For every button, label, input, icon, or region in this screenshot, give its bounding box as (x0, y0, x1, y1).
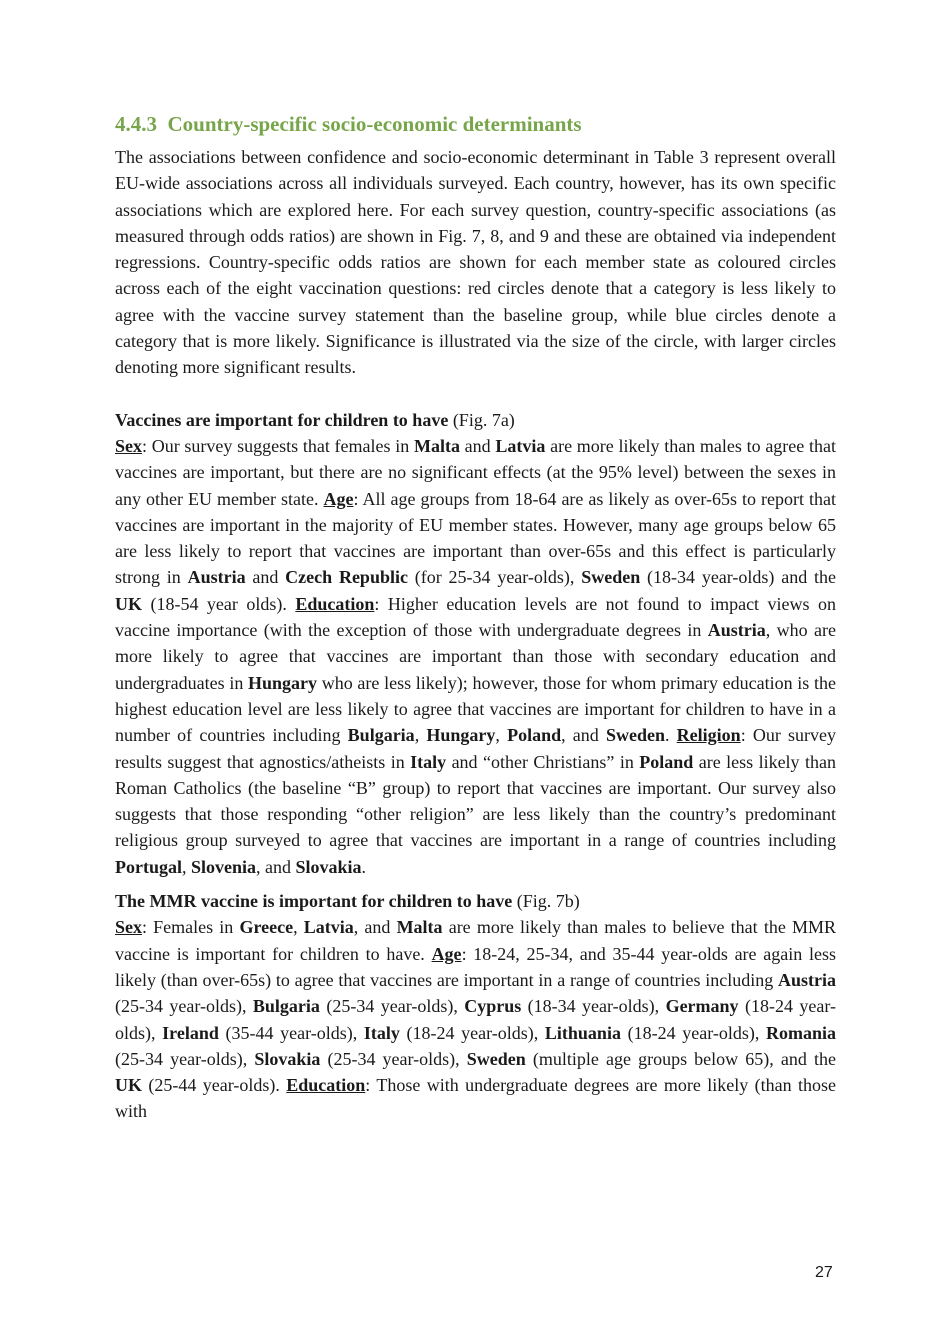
country: Portugal (115, 856, 182, 877)
text: (18-54 year olds). (142, 593, 296, 614)
text: , (495, 725, 508, 746)
country: Czech Republic (285, 567, 408, 588)
text: are more likely than males to believe that the MMR vaccine is important for children to have. (115, 917, 836, 964)
document-body (115, 110, 836, 1125)
q1-paragraph (115, 433, 836, 880)
text: (18-34 year-olds) and the (640, 567, 836, 588)
q1-sex-label: Sex (115, 435, 142, 456)
page-number: 27 (815, 1264, 833, 1281)
q2-age-label: Age (431, 943, 462, 964)
text: (18-34 year-olds), (521, 996, 666, 1017)
country: Ireland (162, 1022, 219, 1043)
text: are less likely than Roman Catholics (the baseline “B” group) to report that vaccines are important. Our survey also suggests that those responding “other religion” are less likely than the country’s predominant religious group surveyed to agree that vaccines are important in a range of countries including (115, 751, 836, 851)
text: : Those with undergraduate degrees are more likely (than those with (115, 1075, 836, 1122)
country: Slovenia (191, 856, 257, 877)
text: , who are more likely to agree that vaccines are important than those with secondary education and undergraduates in (115, 620, 836, 693)
text: , (182, 856, 191, 877)
country: Hungary (426, 725, 496, 746)
text: (25-34 year-olds), (320, 1048, 467, 1069)
country: Austria (187, 567, 246, 588)
q1-fig-ref: (Fig. 7a) (448, 409, 515, 430)
q2-paragraph (115, 914, 836, 1124)
text: (25-34 year-olds), (115, 996, 253, 1017)
country: Sweden (605, 725, 665, 746)
text: (for 25-34 year-olds), (407, 567, 582, 588)
country: Sweden (466, 1048, 526, 1069)
q1-heading-line (115, 407, 836, 433)
text: . (361, 856, 367, 877)
text: (25-44 year-olds). (142, 1075, 287, 1096)
text: (25-34 year-olds), (319, 996, 465, 1017)
country: Lithuania (544, 1022, 621, 1043)
country: UK (115, 1075, 142, 1096)
text: and (245, 567, 286, 588)
country: Poland (507, 725, 562, 746)
q2-education-label: Education (286, 1075, 366, 1096)
text: : Our survey results suggest that agnostics/atheists in (115, 725, 837, 772)
text: , and (561, 725, 606, 746)
text: : All age groups from 18-64 are as likely as over-65s to report that vaccines are important in the majority of EU member states. However, many age groups below 65 are less likely to report that vaccines are important than over-65s and this effect is particularly strong in (115, 488, 837, 588)
text: (18-24 year-olds), (620, 1022, 766, 1043)
text: , (293, 917, 304, 938)
text: who are less likely); however, those for whom primary education is the highest education level are less likely to agree that vaccines are important for children to have in a number of countries including (115, 672, 836, 746)
country: Greece (239, 917, 294, 938)
country: Austria (707, 620, 766, 641)
country: Slovakia (295, 856, 362, 877)
section-heading (115, 110, 836, 138)
text: are more likely than males to agree that vaccines are important, but there are no significant effects (at the 95% level) between the sexes in any other EU member state. (115, 435, 836, 509)
q2-heading: The MMR vaccine is important for children to have (115, 891, 513, 912)
country: Bulgaria (347, 725, 415, 746)
text: , and (256, 856, 296, 877)
text: , and (353, 917, 397, 938)
q2-sex-label: Sex (115, 917, 142, 938)
country: Poland (639, 751, 694, 772)
country: Germany (665, 996, 739, 1017)
country: Italy (410, 751, 447, 772)
section-title: Country-specific socio-economic determinants (167, 112, 582, 136)
country: Bulgaria (252, 996, 320, 1017)
country: Hungary (248, 672, 318, 693)
text: : Our survey suggests that females in (142, 435, 414, 456)
country: Austria (778, 969, 836, 990)
text: : 18-24, 25-34, and 35-44 year-olds are again less likely (than over-65s) to agree that vaccines are important in a range of countries including (115, 943, 836, 990)
country: Sweden (581, 567, 641, 588)
country: Malta (413, 435, 460, 456)
text: (multiple age groups below 65), and the (525, 1048, 836, 1069)
intro-paragraph: The associations between confidence and socio-economic determinant in Table 3 represent overall EU-wide associations across all individuals surveyed. Each country, however, has its own specific associations which are explored here. For each survey question, country-specific associations (as measured through odds ratios) are shown in Fig. 7, 8, and 9 and these are obtained via independent regressions. Country-specific odds ratios are shown for each member state as coloured circles across each of the eight vaccination questions: red circles denote that a category is less likely to agree with the vaccine survey statement than the baseline group, while blue circles denote a category that is more likely. Significance is illustrated via the size of the circle, with larger circles denoting more significant results. (115, 147, 836, 378)
section-number: 4.4.3 (115, 112, 157, 136)
text: : Females in (142, 917, 240, 938)
country: UK (115, 593, 142, 614)
text: : Higher education levels are not found to impact views on vaccine importance (with the exception of those with undergraduate degrees in (115, 593, 836, 641)
country: Italy (363, 1022, 400, 1043)
text: (18-24 year-olds), (115, 996, 836, 1043)
text: (25-34 year-olds), (115, 1048, 255, 1069)
country: Latvia (303, 917, 354, 938)
text: (35-44 year-olds), (218, 1022, 364, 1043)
country: Cyprus (464, 996, 522, 1017)
q1-age-label: Age (323, 488, 354, 509)
q2-fig-ref: (Fig. 7b) (512, 891, 580, 912)
country: Romania (765, 1022, 836, 1043)
q1-religion-label: Religion (676, 725, 741, 746)
text: , (414, 725, 427, 746)
text: and “other Christians” in (446, 751, 640, 772)
text: and (459, 435, 496, 456)
q1-heading: Vaccines are important for children to have (115, 409, 449, 430)
country: Latvia (495, 435, 546, 456)
q1-education-label: Education (295, 593, 375, 614)
country: Malta (396, 917, 443, 938)
text: (18-24 year-olds), (399, 1022, 545, 1043)
country: Slovakia (254, 1048, 321, 1069)
text: . (664, 725, 677, 746)
q2-heading-line (115, 888, 836, 914)
